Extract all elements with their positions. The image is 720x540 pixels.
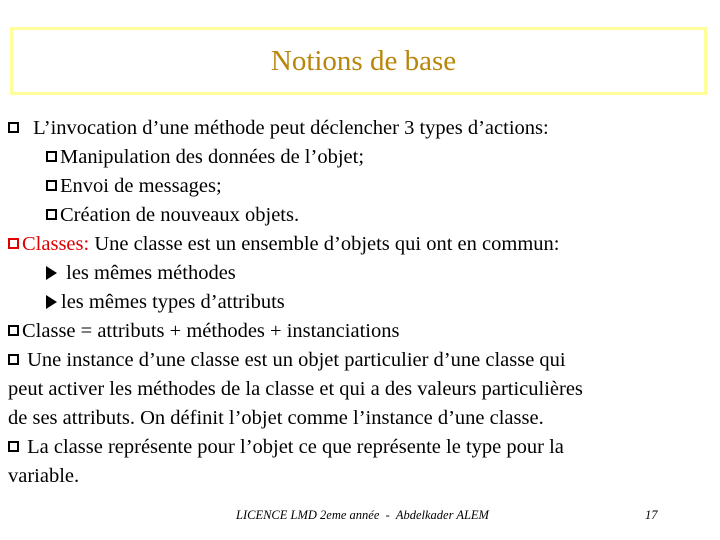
checkbox-bullet-icon (46, 209, 57, 220)
page-number: 17 (645, 508, 658, 522)
arrow-bullet-icon (46, 295, 57, 309)
line-envoi: Envoi de messages; (8, 172, 708, 201)
line-invocation: L’invocation d’une méthode peut déclencher 3 types d’actions: (8, 114, 708, 143)
line-instance-2: peut activer les méthodes de la classe et qui a des valeurs particulières (8, 378, 583, 400)
checkbox-bullet-icon (8, 122, 19, 133)
line-memes-methodes: les mêmes méthodes (8, 259, 708, 288)
checkbox-bullet-icon (8, 441, 19, 452)
checkbox-bullet-icon (46, 180, 57, 191)
checkbox-bullet-icon (8, 354, 19, 365)
line-classe-formule: Classe = attributs + méthodes + instanciations (8, 317, 708, 346)
line-instance-1: Une instance d’une classe est un objet particulier d’une classe qui (8, 346, 708, 375)
line-manipulation: Manipulation des données de l’objet; (8, 143, 708, 172)
line-representation-1: La classe représente pour l’objet ce que représente le type pour la (8, 433, 708, 462)
checkbox-bullet-icon (8, 325, 19, 336)
footer-credit: LICENCE LMD 2eme année - Abdelkader ALEM (236, 508, 489, 522)
classes-label: Classes: (22, 233, 90, 255)
line-representation-2: variable. (8, 465, 80, 487)
title-box (10, 27, 707, 95)
slide-content (8, 114, 708, 491)
line-memes-types: les mêmes types d’attributs (8, 288, 708, 317)
arrow-bullet-icon (46, 266, 57, 280)
slide-title: Notions de base (270, 44, 457, 77)
checkbox-bullet-icon-red (8, 238, 19, 249)
line-classes: Classes: Une classe est un ensemble d’objets qui ont en commun: (8, 230, 708, 259)
line-instance-3: de ses attributs. On définit l’objet comme l’instance d’une classe. (8, 407, 544, 429)
line-creation: Création de nouveaux objets. (8, 201, 708, 230)
checkbox-bullet-icon (46, 151, 57, 162)
